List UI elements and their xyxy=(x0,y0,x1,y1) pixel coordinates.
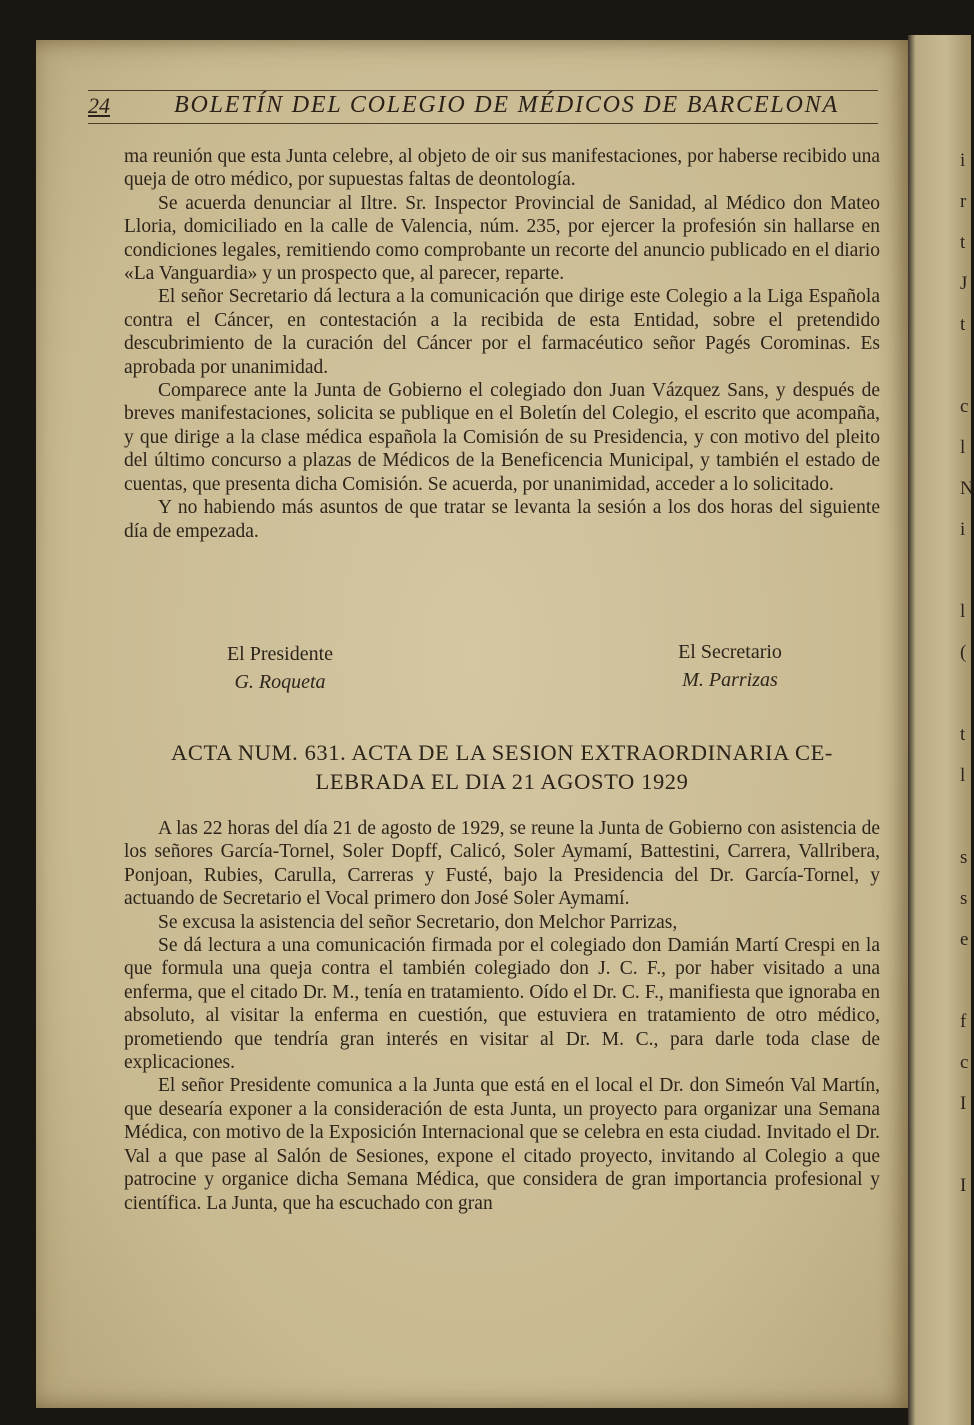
page-number: 24 xyxy=(88,93,110,118)
paragraph: Se acuerda denunciar al Iltre. Sr. Inspector Provincial de Sanidad, al Médico don Mateo Lloria, domiciliado en la calle de Valencia, núm. 235, por ejercer la profesión sin hallarse en condiciones legales, remitiendo como comprobante un recorte del anuncio publicado en el diario «La Vanguardia» y un prospecto que, al parecer, reparte. xyxy=(124,192,880,285)
edge-letter xyxy=(960,1124,974,1165)
paragraph: Y no habiendo más asuntos de que tratar se levanta la sesión a los dos horas del siguiente día de empezada. xyxy=(124,497,880,542)
edge-letter: s xyxy=(960,847,968,868)
adjacent-page-letters xyxy=(960,140,974,1206)
acta-body xyxy=(124,817,880,1215)
paragraph: Comparece ante la Junta de Gobierno el colegiado don Juan Vázquez Sans, y después de breves manifestaciones, solicita se publique en el Boletín del Colegio, el escrito que acompaña, y que dirige a la clase médica española la Comisión de su Presidencia, y con motivo del pleito del último concurso a plazas de Médicos de la Beneficencia Municipal, y también el estado de cuentas, que presenta dicha Comisión. Se acuerda, por unanimidad, acceder a lo solicitado. xyxy=(124,380,880,495)
edge-letter: t xyxy=(960,314,966,335)
president-role: El Presidente xyxy=(226,643,334,665)
president-signature xyxy=(200,640,360,696)
edge-letter: l xyxy=(960,601,966,622)
paragraph: El señor Secretario dá lectura a la comunicación que dirige este Colegio a la Liga Española contra el Cáncer, en contestación a la recibida de esta Entidad, sobre el pretendido descubrimiento de la curación del Cáncer por el farmacéutico señor Pagés Corominas. Es aprobada por unanimidad. xyxy=(124,286,880,378)
edge-letter: s xyxy=(960,888,968,909)
edge-letter xyxy=(960,960,974,1001)
edge-letter: t xyxy=(960,724,966,745)
journal-title: BOLETÍN DEL COLEGIO DE MÉDICOS DE BARCELONA xyxy=(174,92,839,118)
secretary-role: El Secretario xyxy=(678,641,782,663)
president-name: G. Roqueta xyxy=(234,671,326,693)
edge-letter: c xyxy=(960,1052,969,1073)
edge-letter xyxy=(960,550,974,591)
section1-body xyxy=(124,145,880,543)
edge-letter: N xyxy=(960,478,974,499)
edge-letter xyxy=(960,345,974,386)
page-header xyxy=(88,90,878,124)
paragraph: El señor Presidente comunica a la Junta que está en el local el Dr. don Simeón Val Martín, que desearía exponer a la consideración de esta Junta, un proyecto para organizar una Semana Médica, con motivo de la Exposición Internacional que se celebra en esta ciudad. Invitado el Dr. Val a que pase al Salón de Sesiones, expone el citado proyecto, invitando al Colegio a que patrocine y organice dicha Semana Médica, que considera de gran importancia profesional y científica. La Junta, que ha escuchado con gran xyxy=(124,1075,880,1214)
paragraph: Se excusa la asistencia del señor Secretario, don Melchor Parrizas, xyxy=(158,911,678,933)
edge-letter: c xyxy=(960,396,969,417)
acta-heading-line1: ACTA NUM. 631. ACTA DE LA SESION EXTRAORDINARIA CE- xyxy=(170,740,834,765)
edge-letter: r xyxy=(960,191,967,212)
edge-letter xyxy=(960,796,974,837)
edge-letter xyxy=(960,673,974,714)
edge-letter: I xyxy=(960,1175,967,1196)
paragraph: A las 22 horas del día 21 de agosto de 1929, se reune la Junta de Gobierno con asistencia de los señores García-Tornel, Soler Dopff, Calicó, Soler Aymamí, Battestini, Carrera, Vallribera, Ponjoan, Rubies, Carulla, Carreras y Fusté, bajo la Presidencia del Dr. García-Tornel, y actuando de Secretario el Vocal primero don José Soler Aymamí. xyxy=(124,818,880,910)
edge-letter: f xyxy=(960,1011,967,1032)
paragraph: ma reunión que esta Junta celebre, al objeto de oir sus manifestaciones, por haberse recibido una queja de otro médico, por supuestas faltas de deontología. xyxy=(124,146,880,191)
edge-letter: J xyxy=(960,273,968,294)
acta-heading xyxy=(112,738,892,796)
edge-letter: i xyxy=(960,150,966,171)
edge-letter: l xyxy=(960,437,966,458)
edge-letter: ( xyxy=(960,642,967,663)
edge-letter: l xyxy=(960,765,966,786)
edge-letter: i xyxy=(960,519,966,540)
edge-letter: I xyxy=(960,1093,967,1114)
edge-letter: t xyxy=(960,232,966,253)
paragraph: Se dá lectura a una comunicación firmada por el colegiado don Damián Martí Crespi en la que formula una queja contra el también colegiado don J. C. F., por haber visitado a una enferma, que el citado Dr. M., tenía en tratamiento. Oído el Dr. C. F., manifiesta que ignoraba en absoluto, al visitar la enferma en cuestión, que estuviera en tratamiento de otro médico, prometiendo que tendría gran interés en visitar al Dr. M. C., para darle toda clase de explicaciones. xyxy=(124,935,880,1074)
secretary-signature xyxy=(650,638,810,694)
acta-heading-line2: LEBRADA EL DIA 21 AGOSTO 1929 xyxy=(315,769,689,794)
secretary-name: M. Parrizas xyxy=(682,669,778,691)
edge-letter: e xyxy=(960,929,969,950)
